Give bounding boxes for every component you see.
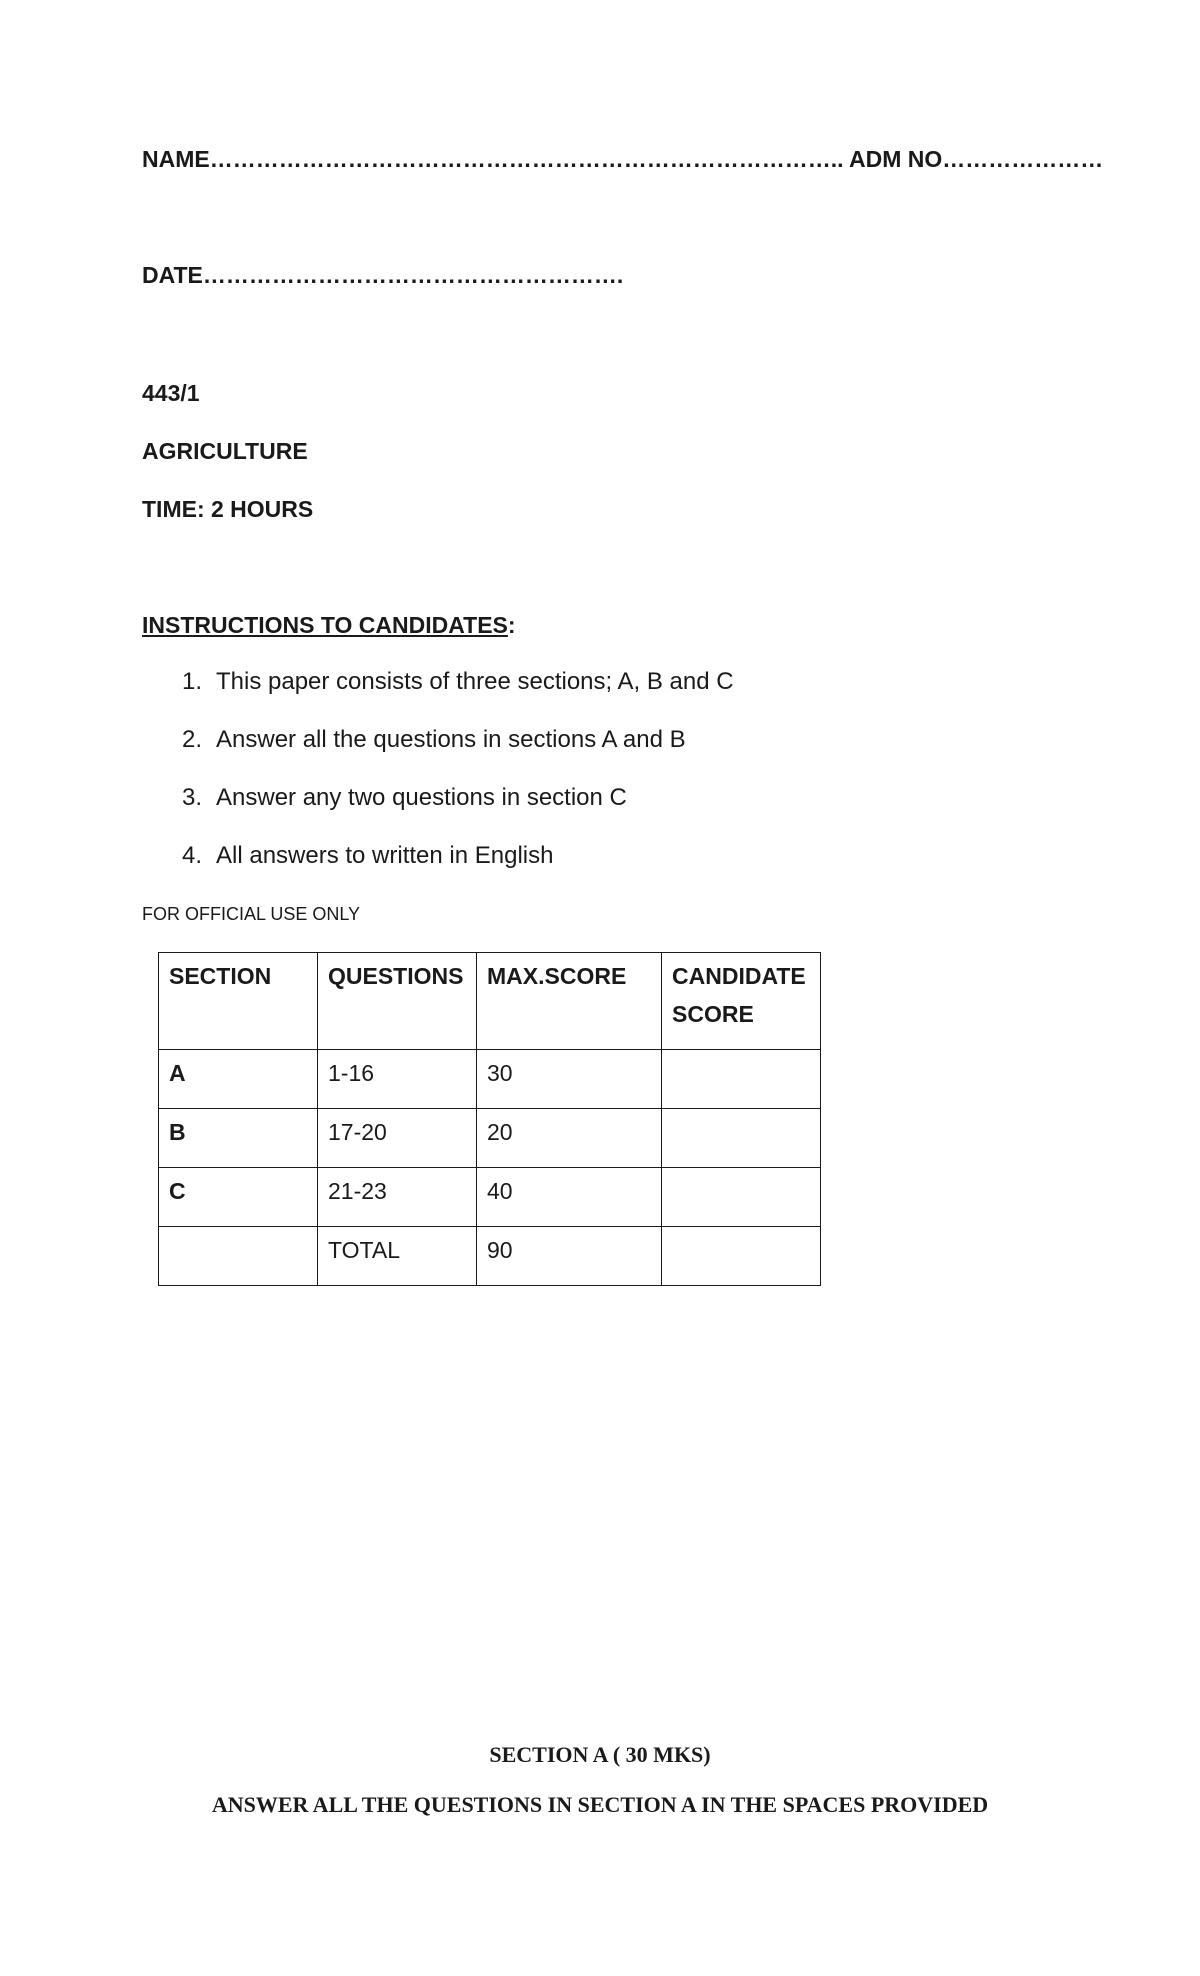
instruction-item: [142, 668, 734, 726]
date-line: DATE……………………………………………….: [142, 262, 624, 288]
instruction-text: All answers to written in English: [216, 842, 554, 869]
section-a-title: SECTION A ( 30 MKS): [489, 1742, 711, 1767]
cell-section: C: [159, 1168, 318, 1227]
cell-candidate-score[interactable]: [662, 1168, 821, 1227]
time-allowed: TIME: 2 HOURS: [142, 496, 314, 522]
header-section: SECTION: [159, 953, 318, 1050]
cell-max-score: 30: [477, 1050, 662, 1109]
section-a-instruction: ANSWER ALL THE QUESTIONS IN SECTION A IN THE SPACES PROVIDED: [211, 1792, 989, 1817]
cell-max-score: 90: [477, 1227, 662, 1286]
instructions-heading-colon: :: [507, 612, 516, 638]
cell-max-score: 20: [477, 1109, 662, 1168]
paper-code: 443/1: [142, 380, 200, 406]
cell-section: A: [159, 1050, 318, 1109]
score-table-header-row: [159, 953, 821, 1050]
cell-questions: 17-20: [318, 1109, 477, 1168]
header-candidate-score: CANDIDATE SCORE: [662, 953, 821, 1050]
instruction-text: Answer all the questions in sections A and B: [216, 726, 686, 753]
cell-questions: 1-16: [318, 1050, 477, 1109]
instruction-item: [142, 726, 734, 784]
instruction-number: 1.: [181, 668, 202, 695]
name-adm-line: NAME……………………………………………………………………….. ADM NO…………………: [142, 146, 1104, 172]
instructions-heading-text: INSTRUCTIONS TO CANDIDATES: [142, 612, 508, 638]
cell-questions: TOTAL: [318, 1227, 477, 1286]
table-row: [159, 1050, 821, 1109]
cell-section: [159, 1227, 318, 1286]
instruction-number: 3.: [181, 784, 202, 811]
score-table: [158, 952, 821, 1286]
header-questions: QUESTIONS: [318, 953, 477, 1050]
instructions-list: [142, 668, 734, 900]
cell-candidate-score[interactable]: [662, 1050, 821, 1109]
cell-candidate-score[interactable]: [662, 1109, 821, 1168]
cell-questions: 21-23: [318, 1168, 477, 1227]
official-use-label: FOR OFFICIAL USE ONLY: [142, 904, 361, 924]
instruction-number: 2.: [181, 726, 202, 753]
instructions-heading: [142, 612, 516, 639]
table-row-total: [159, 1227, 821, 1286]
instruction-text: Answer any two questions in section C: [216, 784, 627, 811]
instruction-item: [142, 784, 734, 842]
header-max-score: MAX.SCORE: [477, 953, 662, 1050]
cell-section: B: [159, 1109, 318, 1168]
instruction-item: [142, 842, 734, 900]
subject-title: AGRICULTURE: [142, 438, 308, 464]
cell-max-score: 40: [477, 1168, 662, 1227]
cell-candidate-score[interactable]: [662, 1227, 821, 1286]
table-row: [159, 1109, 821, 1168]
instruction-text: This paper consists of three sections; A, B and C: [216, 668, 734, 695]
table-row: [159, 1168, 821, 1227]
instruction-number: 4.: [181, 842, 202, 869]
